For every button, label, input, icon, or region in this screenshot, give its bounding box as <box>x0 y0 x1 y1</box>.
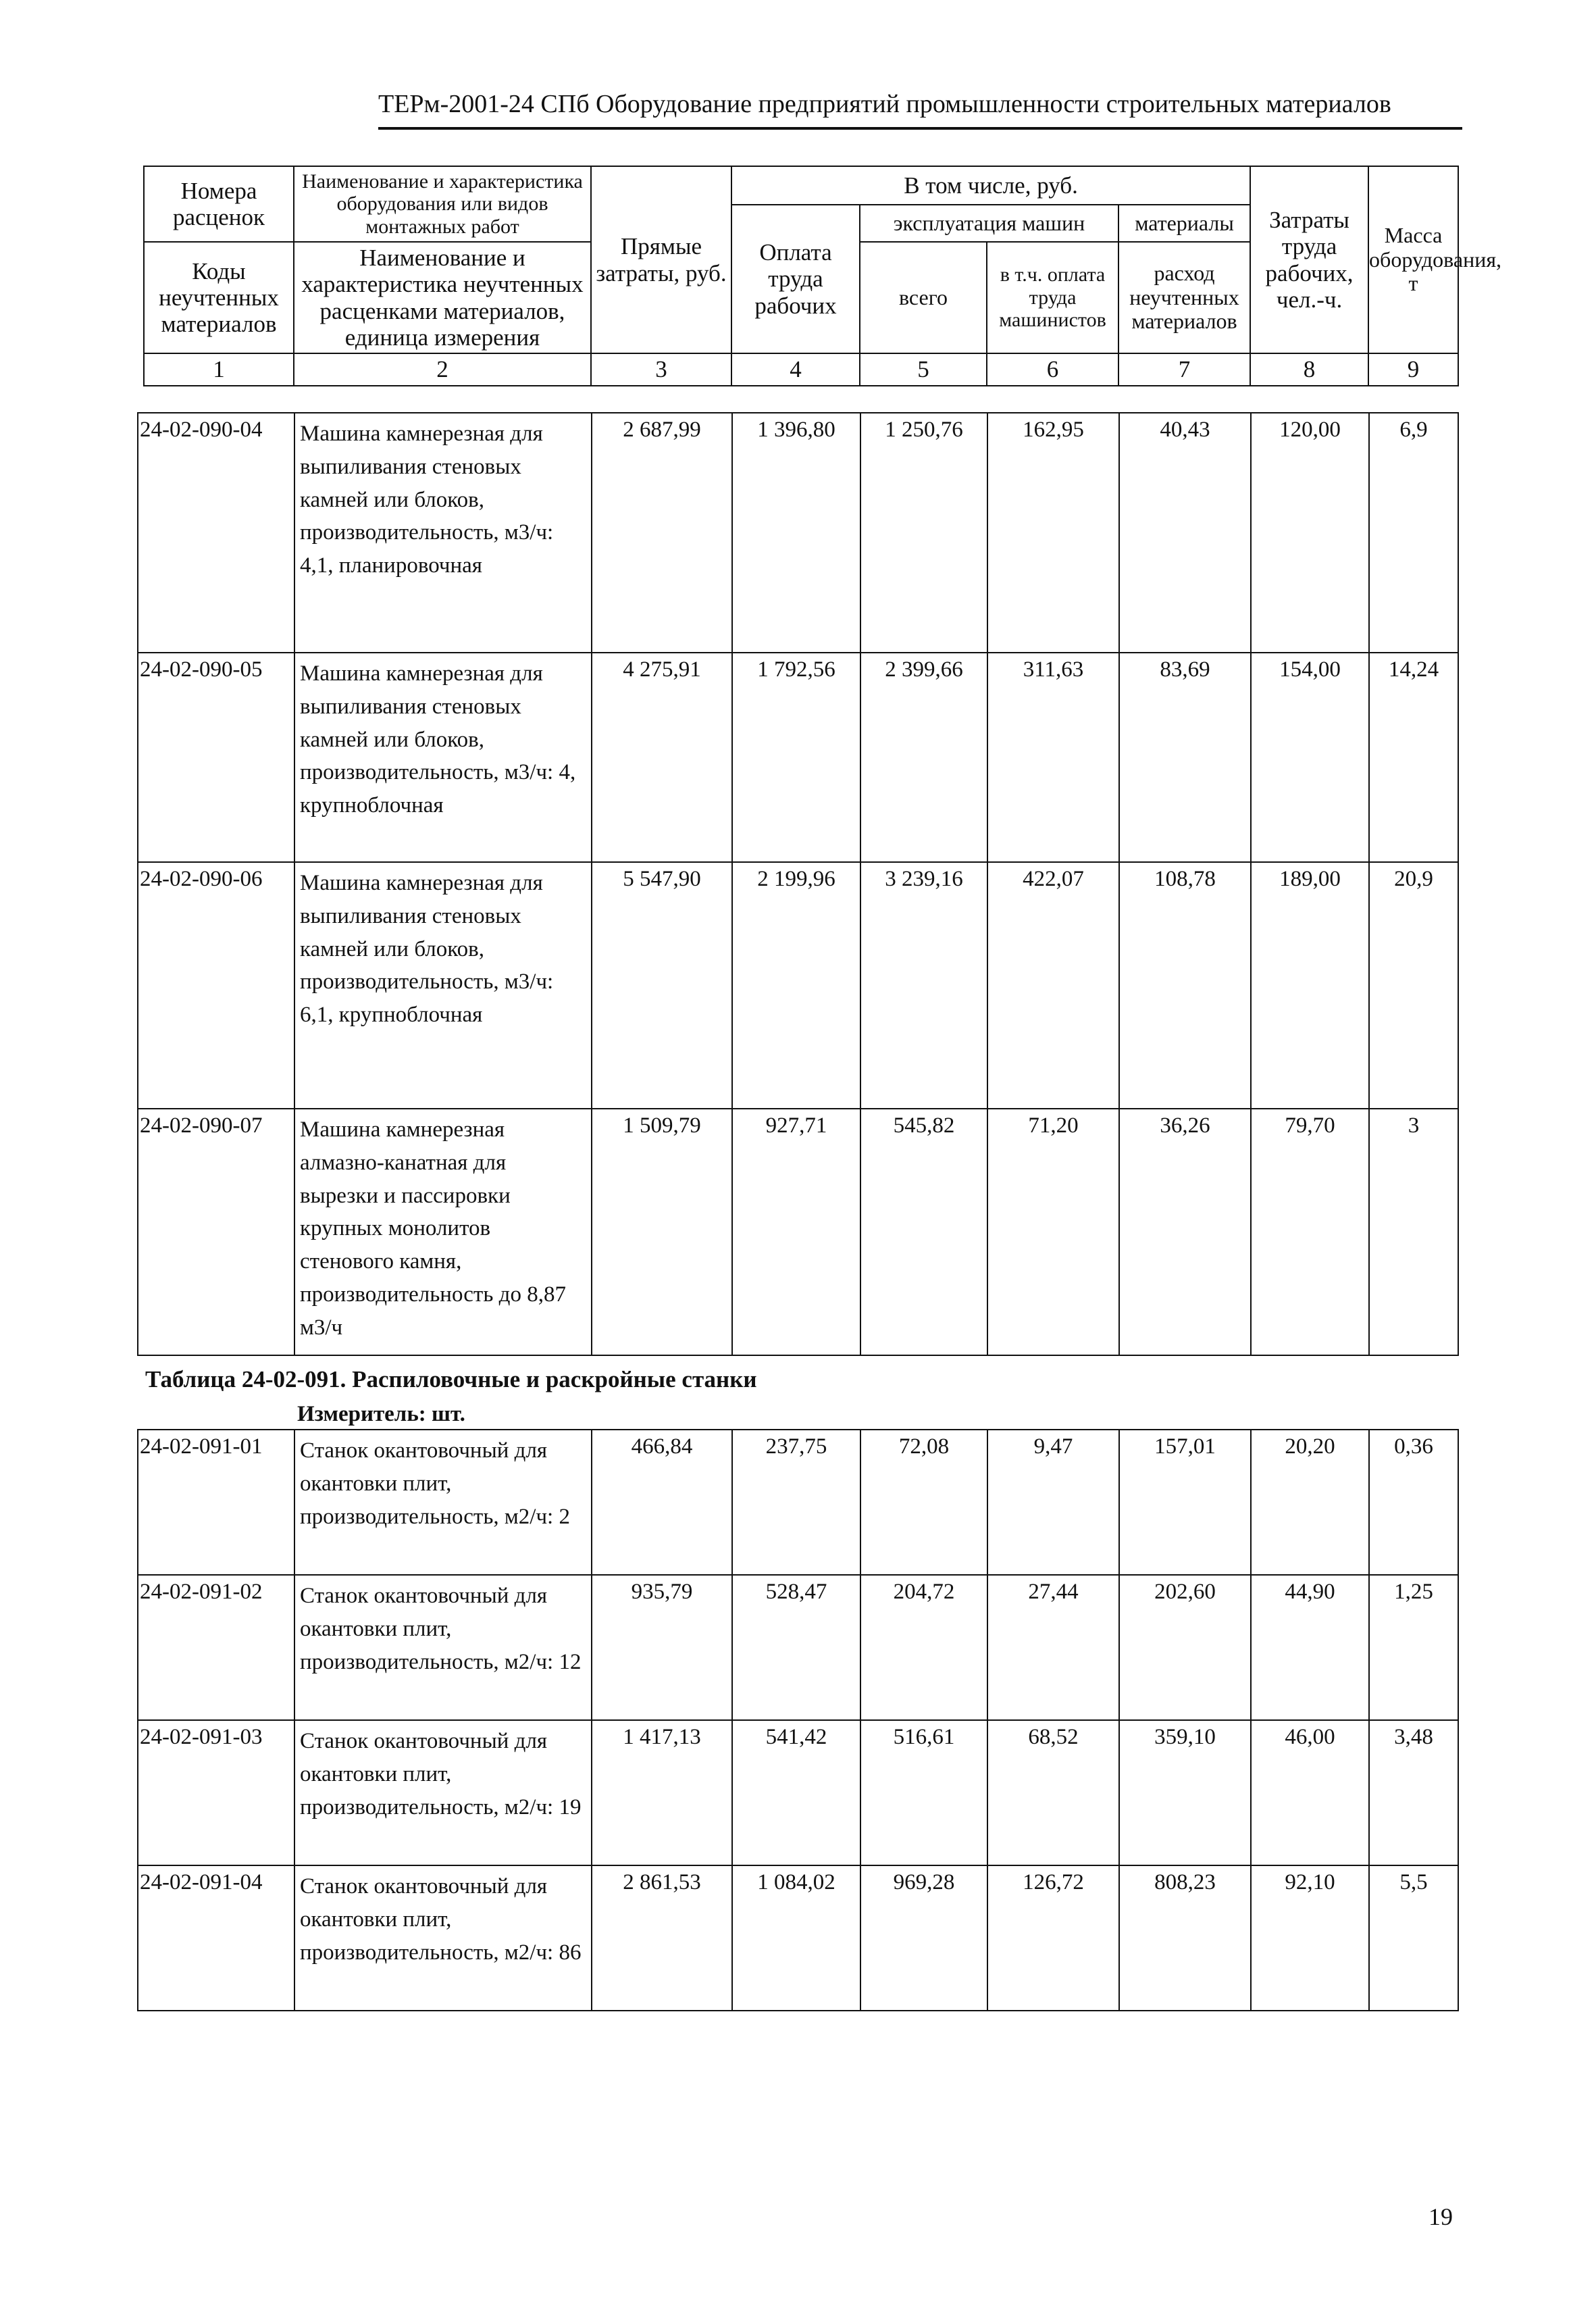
mass-value: 5,5 <box>1369 1865 1458 2011</box>
labor-pay-value: 927,71 <box>732 1109 860 1355</box>
header-labor-costs: Затраты труда рабочих, чел.-ч. <box>1250 166 1368 353</box>
direct-costs-value: 1 509,79 <box>592 1109 732 1355</box>
machinist-pay-value: 27,44 <box>987 1575 1119 1720</box>
labor-hours-value: 92,10 <box>1251 1865 1369 2011</box>
rate-name: Станок окантовочный для окантовки плит, производительность, м2/ч: 2 <box>294 1430 592 1575</box>
direct-costs-value: 1 417,13 <box>592 1720 732 1865</box>
direct-costs-value: 466,84 <box>592 1430 732 1575</box>
materials-value: 108,78 <box>1119 862 1251 1109</box>
direct-costs-value: 2 861,53 <box>592 1865 732 2011</box>
labor-hours-value: 20,20 <box>1251 1430 1369 1575</box>
mass-value: 1,25 <box>1369 1575 1458 1720</box>
column-header-table <box>143 166 1502 386</box>
rate-name: Машина камнерезная для выпиливания стеновых камней или блоков, производительность, м3/ч: 4,1, планировочная <box>294 413 592 653</box>
machines-value: 2 399,66 <box>860 653 987 862</box>
mass-value: 6,9 <box>1369 413 1458 653</box>
header-name-materials: Наименование и характеристика неучтенных расценками материалов, единица измерения <box>294 242 591 353</box>
labor-hours-value: 120,00 <box>1251 413 1369 653</box>
rate-name: Машина камнерезная для выпиливания стеновых камней или блоков, производительность, м3/ч: 6,1, крупноблочная <box>294 862 592 1109</box>
direct-costs-value: 2 687,99 <box>592 413 732 653</box>
mass-value: 0,36 <box>1369 1430 1458 1575</box>
machines-value: 545,82 <box>860 1109 987 1355</box>
rate-code: 24-02-090-05 <box>138 653 294 862</box>
machinist-pay-value: 9,47 <box>987 1430 1119 1575</box>
mass-value: 20,9 <box>1369 862 1458 1109</box>
machinist-pay-value: 311,63 <box>987 653 1119 862</box>
materials-value: 202,60 <box>1119 1575 1251 1720</box>
materials-value: 36,26 <box>1119 1109 1251 1355</box>
rate-code: 24-02-090-04 <box>138 413 294 653</box>
table-row <box>138 653 1458 862</box>
column-number: 1 <box>144 353 294 386</box>
header-labor-pay: Оплата труда рабочих <box>731 205 860 353</box>
header-machine-operation: эксплуатация машин <box>860 205 1118 242</box>
column-number: 2 <box>294 353 591 386</box>
column-number: 3 <box>591 353 731 386</box>
materials-value: 808,23 <box>1119 1865 1251 2011</box>
header-unaccounted-consumption: расход неучтенных материалов <box>1118 242 1250 353</box>
table-caption: Таблица 24-02-091. Распиловочные и раскройные станки <box>145 1366 757 1392</box>
column-number: 9 <box>1368 353 1458 386</box>
machines-value: 72,08 <box>860 1430 987 1575</box>
materials-value: 83,69 <box>1119 653 1251 862</box>
column-number: 6 <box>987 353 1118 386</box>
rate-code: 24-02-091-04 <box>138 1865 294 2011</box>
page-number: 19 <box>1428 2203 1453 2230</box>
rates-table-091 <box>137 1429 1459 2011</box>
machinist-pay-value: 68,52 <box>987 1720 1119 1865</box>
column-number: 8 <box>1250 353 1368 386</box>
machinist-pay-value: 71,20 <box>987 1109 1119 1355</box>
labor-hours-value: 189,00 <box>1251 862 1369 1109</box>
table-row <box>138 413 1458 653</box>
labor-pay-value: 541,42 <box>732 1720 860 1865</box>
rate-code: 24-02-091-02 <box>138 1575 294 1720</box>
rate-code: 24-02-090-06 <box>138 862 294 1109</box>
machines-value: 204,72 <box>860 1575 987 1720</box>
rate-name: Станок окантовочный для окантовки плит, производительность, м2/ч: 12 <box>294 1575 592 1720</box>
labor-hours-value: 46,00 <box>1251 1720 1369 1865</box>
materials-value: 359,10 <box>1119 1720 1251 1865</box>
mass-value: 14,24 <box>1369 653 1458 862</box>
machinist-pay-value: 162,95 <box>987 413 1119 653</box>
rate-name: Машина камнерезная для выпиливания стеновых камней или блоков, производительность, м3/ч: 4, крупноблочная <box>294 653 592 862</box>
table-row <box>138 1865 1458 2011</box>
rate-name: Машина камнерезная алмазно-канатная для вырезки и пассировки крупных монолитов стенового камня, производительность до 8,87 м3/ч <box>294 1109 592 1355</box>
direct-costs-value: 5 547,90 <box>592 862 732 1109</box>
header-including: В том числе, руб. <box>731 166 1250 205</box>
rate-name: Станок окантовочный для окантовки плит, производительность, м2/ч: 86 <box>294 1865 592 2011</box>
machinist-pay-value: 422,07 <box>987 862 1119 1109</box>
machines-value: 969,28 <box>860 1865 987 2011</box>
header-materials: материалы <box>1118 205 1250 242</box>
rate-code: 24-02-091-03 <box>138 1720 294 1865</box>
machines-value: 3 239,16 <box>860 862 987 1109</box>
labor-hours-value: 79,70 <box>1251 1109 1369 1355</box>
machines-value: 516,61 <box>860 1720 987 1865</box>
machines-value: 1 250,76 <box>860 413 987 653</box>
labor-pay-value: 528,47 <box>732 1575 860 1720</box>
labor-pay-value: 1 396,80 <box>732 413 860 653</box>
header-total: всего <box>860 242 987 353</box>
direct-costs-value: 4 275,91 <box>592 653 732 862</box>
header-rule <box>378 127 1462 130</box>
rate-code: 24-02-090-07 <box>138 1109 294 1355</box>
labor-pay-value: 237,75 <box>732 1430 860 1575</box>
labor-pay-value: 1 084,02 <box>732 1865 860 2011</box>
rates-table-090 <box>137 412 1459 1356</box>
materials-value: 40,43 <box>1119 413 1251 653</box>
column-number: 4 <box>731 353 860 386</box>
rate-name: Станок окантовочный для окантовки плит, производительность, м2/ч: 19 <box>294 1720 592 1865</box>
labor-hours-value: 44,90 <box>1251 1575 1369 1720</box>
rate-code: 24-02-091-01 <box>138 1430 294 1575</box>
labor-hours-value: 154,00 <box>1251 653 1369 862</box>
direct-costs-value: 935,79 <box>592 1575 732 1720</box>
labor-pay-value: 1 792,56 <box>732 653 860 862</box>
page-header-title: ТЕРм-2001-24 СПб Оборудование предприятий промышленности строительных материалов <box>378 90 1391 118</box>
header-machinist-pay: в т.ч. оплата труда машинистов <box>987 242 1118 353</box>
table-row <box>138 862 1458 1109</box>
header-equipment-mass: Масса оборудования, т <box>1368 166 1458 353</box>
materials-value: 157,01 <box>1119 1430 1251 1575</box>
table-row <box>138 1720 1458 1865</box>
table-row <box>138 1430 1458 1575</box>
mass-value: 3,48 <box>1369 1720 1458 1865</box>
table-row <box>138 1109 1458 1355</box>
header-rate-numbers: Номера расценок <box>144 166 294 242</box>
header-name-equipment: Наименование и характеристика оборудования или видов монтажных работ <box>294 166 591 242</box>
mass-value: 3 <box>1369 1109 1458 1355</box>
table-meter: Измеритель: шт. <box>297 1402 465 1426</box>
header-direct-costs: Прямые затраты, руб. <box>591 166 731 353</box>
table-row <box>138 1575 1458 1720</box>
header-unaccounted-codes: Коды неучтенных материалов <box>144 242 294 353</box>
column-number: 7 <box>1118 353 1250 386</box>
machinist-pay-value: 126,72 <box>987 1865 1119 2011</box>
column-number: 5 <box>860 353 987 386</box>
labor-pay-value: 2 199,96 <box>732 862 860 1109</box>
